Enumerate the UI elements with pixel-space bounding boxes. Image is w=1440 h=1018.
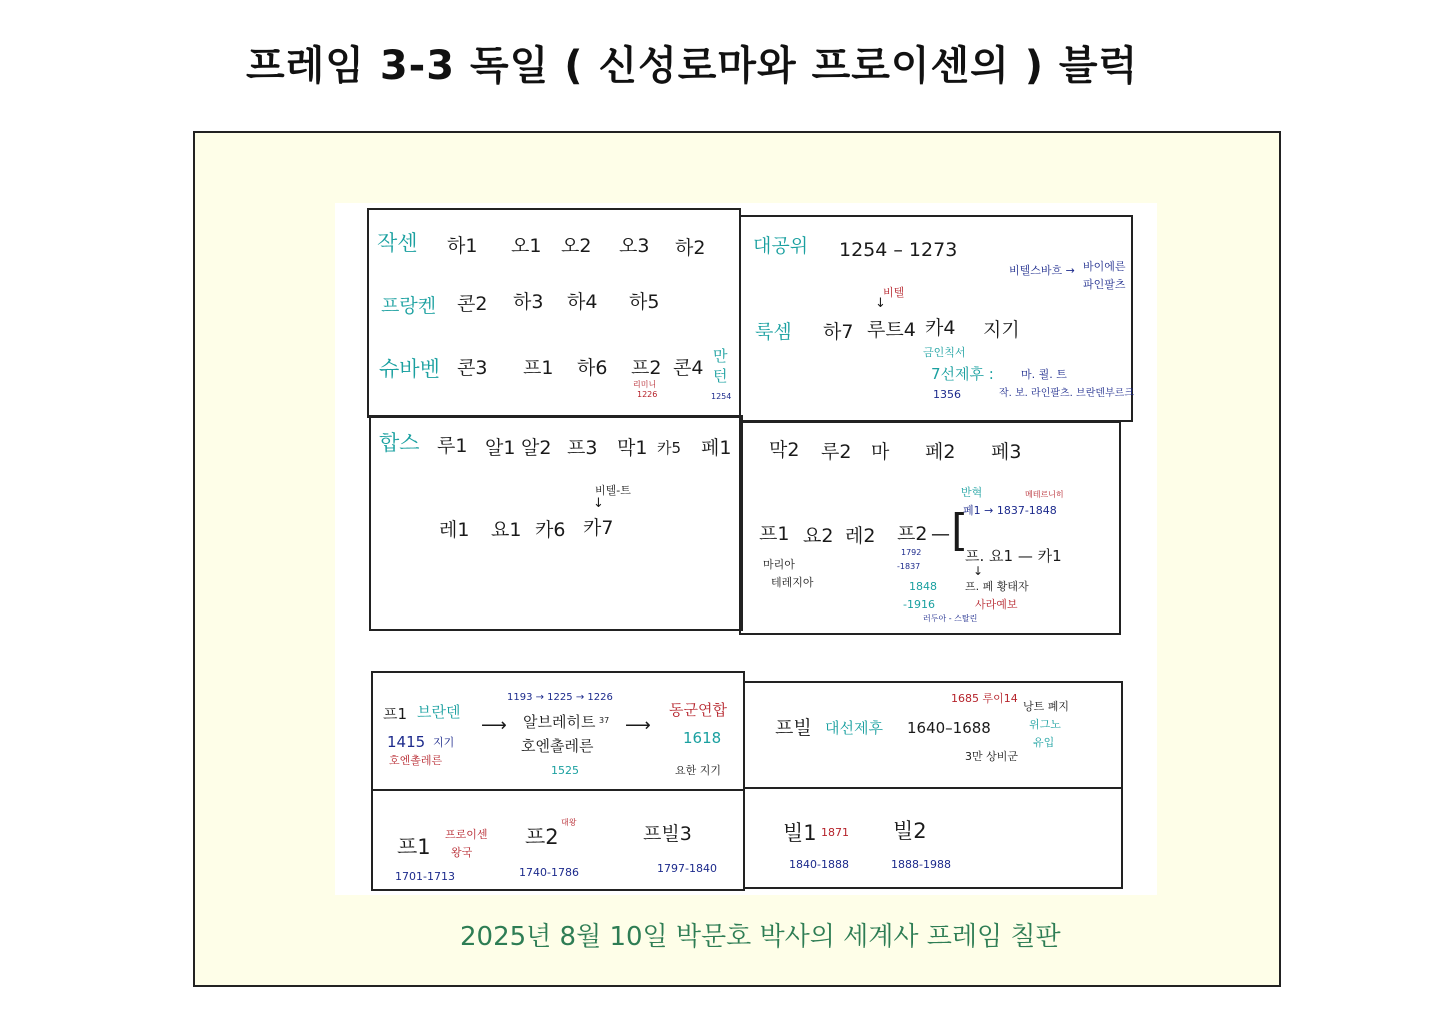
mid-right-row2: 프2: [897, 523, 928, 545]
wilhelm2-label: 빌2: [893, 819, 927, 843]
habsburg-item: 막1: [617, 437, 648, 459]
rimini-note: 리미니: [633, 380, 657, 389]
luxembourg-item: 루트4: [867, 319, 916, 341]
sarajevo-note: 사라예보: [975, 598, 1018, 611]
habsburg-item: 프3: [567, 437, 598, 459]
frederick1-king-label: 프1: [397, 835, 431, 859]
habsburg-item2: 카7: [583, 517, 614, 539]
johann-note: 요한 지기: [675, 764, 722, 777]
p1-years: 1701-1713: [395, 870, 455, 883]
habsburg-item2: 카6: [535, 519, 566, 541]
bracket: [: [951, 505, 969, 556]
palatinate-note: 파인팔츠: [1083, 278, 1126, 291]
habsburg-item: 루1: [437, 435, 468, 457]
branch-line: 페1 → 1837-1848: [963, 504, 1057, 517]
swabia-item: 프2: [631, 357, 662, 379]
mid-right-item: 막2: [769, 439, 800, 461]
rimini-year: 1226: [637, 390, 658, 399]
electors-b-note: 작. 보. 라인팔츠. 브란덴부르크: [999, 388, 1134, 399]
branch-mid: 프. 요1 — 카1: [965, 547, 1062, 565]
habsburg-item: 카5: [657, 439, 682, 457]
theresia-note: 테레지아: [771, 576, 814, 589]
swabia-item: 하6: [577, 357, 608, 379]
seven-electors-note: 7선제후 :: [931, 365, 994, 383]
down-arrow-icon: ↓: [875, 296, 886, 311]
bracket-dash: —: [931, 523, 950, 545]
saxony-label: 작센: [377, 231, 418, 255]
down-arrow-icon: ↓: [973, 564, 984, 578]
habsburg-item: 알1: [485, 437, 516, 459]
down-arrow-icon: ↓: [593, 496, 604, 511]
albrecht-label: 알브레히트: [523, 713, 596, 731]
photo-caption: 2025년 8월 10일 박문호 박사의 세계사 프레임 칠판: [460, 922, 1061, 952]
right-arrow-icon: ⟶: [625, 715, 651, 736]
mid-right-item: 루2: [821, 441, 852, 463]
franconia-item: 하5: [629, 291, 660, 313]
w1-years: 1840-1888: [789, 858, 849, 871]
mid-right-row2: 레2: [845, 525, 876, 547]
page-title: 프레임 3-3 독일 ( 신성로마와 프로이센의 ) 블럭: [246, 43, 1139, 89]
franconia-label: 프랑켄: [381, 295, 437, 317]
blackboard-photo: [335, 203, 1157, 895]
huguenot-note: 위그노: [1029, 718, 1061, 731]
vittel-note: 비텔: [883, 286, 905, 299]
branch-low: 프. 페 황태자: [965, 580, 1029, 593]
saxony-item: 하2: [675, 237, 706, 259]
golden-bull-note: 금인칙서: [923, 346, 966, 359]
years-c: 1848: [909, 580, 937, 593]
electors-year: 1356: [933, 388, 961, 401]
swabia-item: 프1: [523, 357, 554, 379]
great-note: 대왕: [561, 818, 577, 827]
great-elector-years: 1640–1688: [907, 719, 991, 737]
habsburg-item: 알2: [521, 437, 552, 459]
interregnum-years: 1254 – 1273: [839, 239, 958, 261]
interregnum-label: 대공위: [753, 235, 809, 257]
standing-army-note: 3만 상비군: [965, 750, 1018, 763]
nantes-note: 낭트 폐지: [1023, 700, 1070, 713]
years-d: -1916: [903, 598, 935, 611]
wilhelm1-label: 빌1: [783, 821, 817, 845]
prussia-note: 프로이센: [445, 828, 488, 841]
right-arrow-icon: ⟶: [481, 715, 507, 736]
manteun-note: 턴: [713, 367, 728, 385]
bavaria-note: 바이에른: [1083, 260, 1126, 273]
inflow-note: 유입: [1033, 736, 1055, 749]
mid-right-item: 마: [871, 441, 890, 463]
mid-right-item: 페3: [991, 441, 1022, 463]
manteun-year: 1254: [711, 392, 732, 401]
year-1871: 1871: [821, 826, 849, 839]
years-b: -1837: [897, 562, 921, 571]
luxembourg-label: 룩셈: [755, 321, 792, 343]
brandenburg-label: 브란덴: [417, 703, 461, 721]
swabia-label: 슈바벤: [379, 357, 440, 381]
metternich-note: 메테르니히: [1025, 490, 1064, 499]
franconia-item: 하4: [567, 291, 598, 313]
p2-years: 1740-1786: [519, 866, 579, 879]
franconia-item: 하3: [513, 291, 544, 313]
years-seq: 1193 → 1225 → 1226: [507, 692, 613, 703]
franconia-item: 콘2: [457, 293, 488, 315]
habsburg-item: 페1: [701, 437, 732, 459]
fw3-label: 프빌3: [643, 823, 692, 845]
saxony-item: 오1: [511, 235, 542, 257]
electors-a-note: 마. 쾰. 트: [1021, 368, 1067, 381]
frederick2-label: 프2: [525, 825, 559, 849]
year-1415: 1415: [387, 733, 426, 751]
vittel-t-note: 비텔-트: [595, 484, 631, 497]
year-1618: 1618: [683, 729, 722, 747]
hohenzollern-label: 호엔촐레른: [521, 737, 594, 755]
years-a: 1792: [901, 548, 922, 557]
swabia-item: 콘3: [457, 357, 488, 379]
luxembourg-item: 카4: [925, 317, 956, 339]
manteun-note: 만: [713, 347, 728, 365]
great-elector-label: 대선제후: [825, 719, 883, 737]
luxembourg-item: 하7: [823, 321, 854, 343]
mid-right-row2: 요2: [803, 525, 834, 547]
saxony-item: 오3: [619, 235, 650, 257]
frederick1-label: 프1: [383, 705, 408, 723]
maria-note: 마리아: [763, 558, 795, 571]
year-1525: 1525: [551, 764, 579, 777]
w2-years: 1888-1988: [891, 858, 951, 871]
habsburg-item2: 레1: [439, 519, 470, 541]
jigi-note: 지기: [433, 736, 455, 749]
personal-union-label: 동군연합: [669, 701, 727, 719]
p3-years: 1797-1840: [657, 862, 717, 875]
mid-right-row2: 프1: [759, 523, 790, 545]
bottom-note: 러두아 - 스탈린: [923, 614, 978, 623]
swabia-item: 콘4: [673, 357, 704, 379]
habsburg-label: 합스: [379, 431, 420, 455]
louis14-note: 1685 루이14: [951, 692, 1018, 705]
wittelsbach-note: 비텔스바흐 →: [1009, 264, 1075, 277]
habsburg-item2: 요1: [491, 519, 522, 541]
saxony-item: 오2: [561, 235, 592, 257]
saxony-item: 하1: [447, 235, 478, 257]
fw-label: 프빌: [775, 717, 812, 739]
mid-right-item: 페2: [925, 441, 956, 463]
kingdom-note: 왕국: [451, 846, 473, 859]
reaction-note: 반혁: [961, 486, 983, 499]
hohenzollern-note: 호엔촐레른: [389, 754, 443, 767]
luxembourg-item: 지기: [983, 319, 1020, 341]
albrecht-sup: 37: [599, 716, 610, 725]
